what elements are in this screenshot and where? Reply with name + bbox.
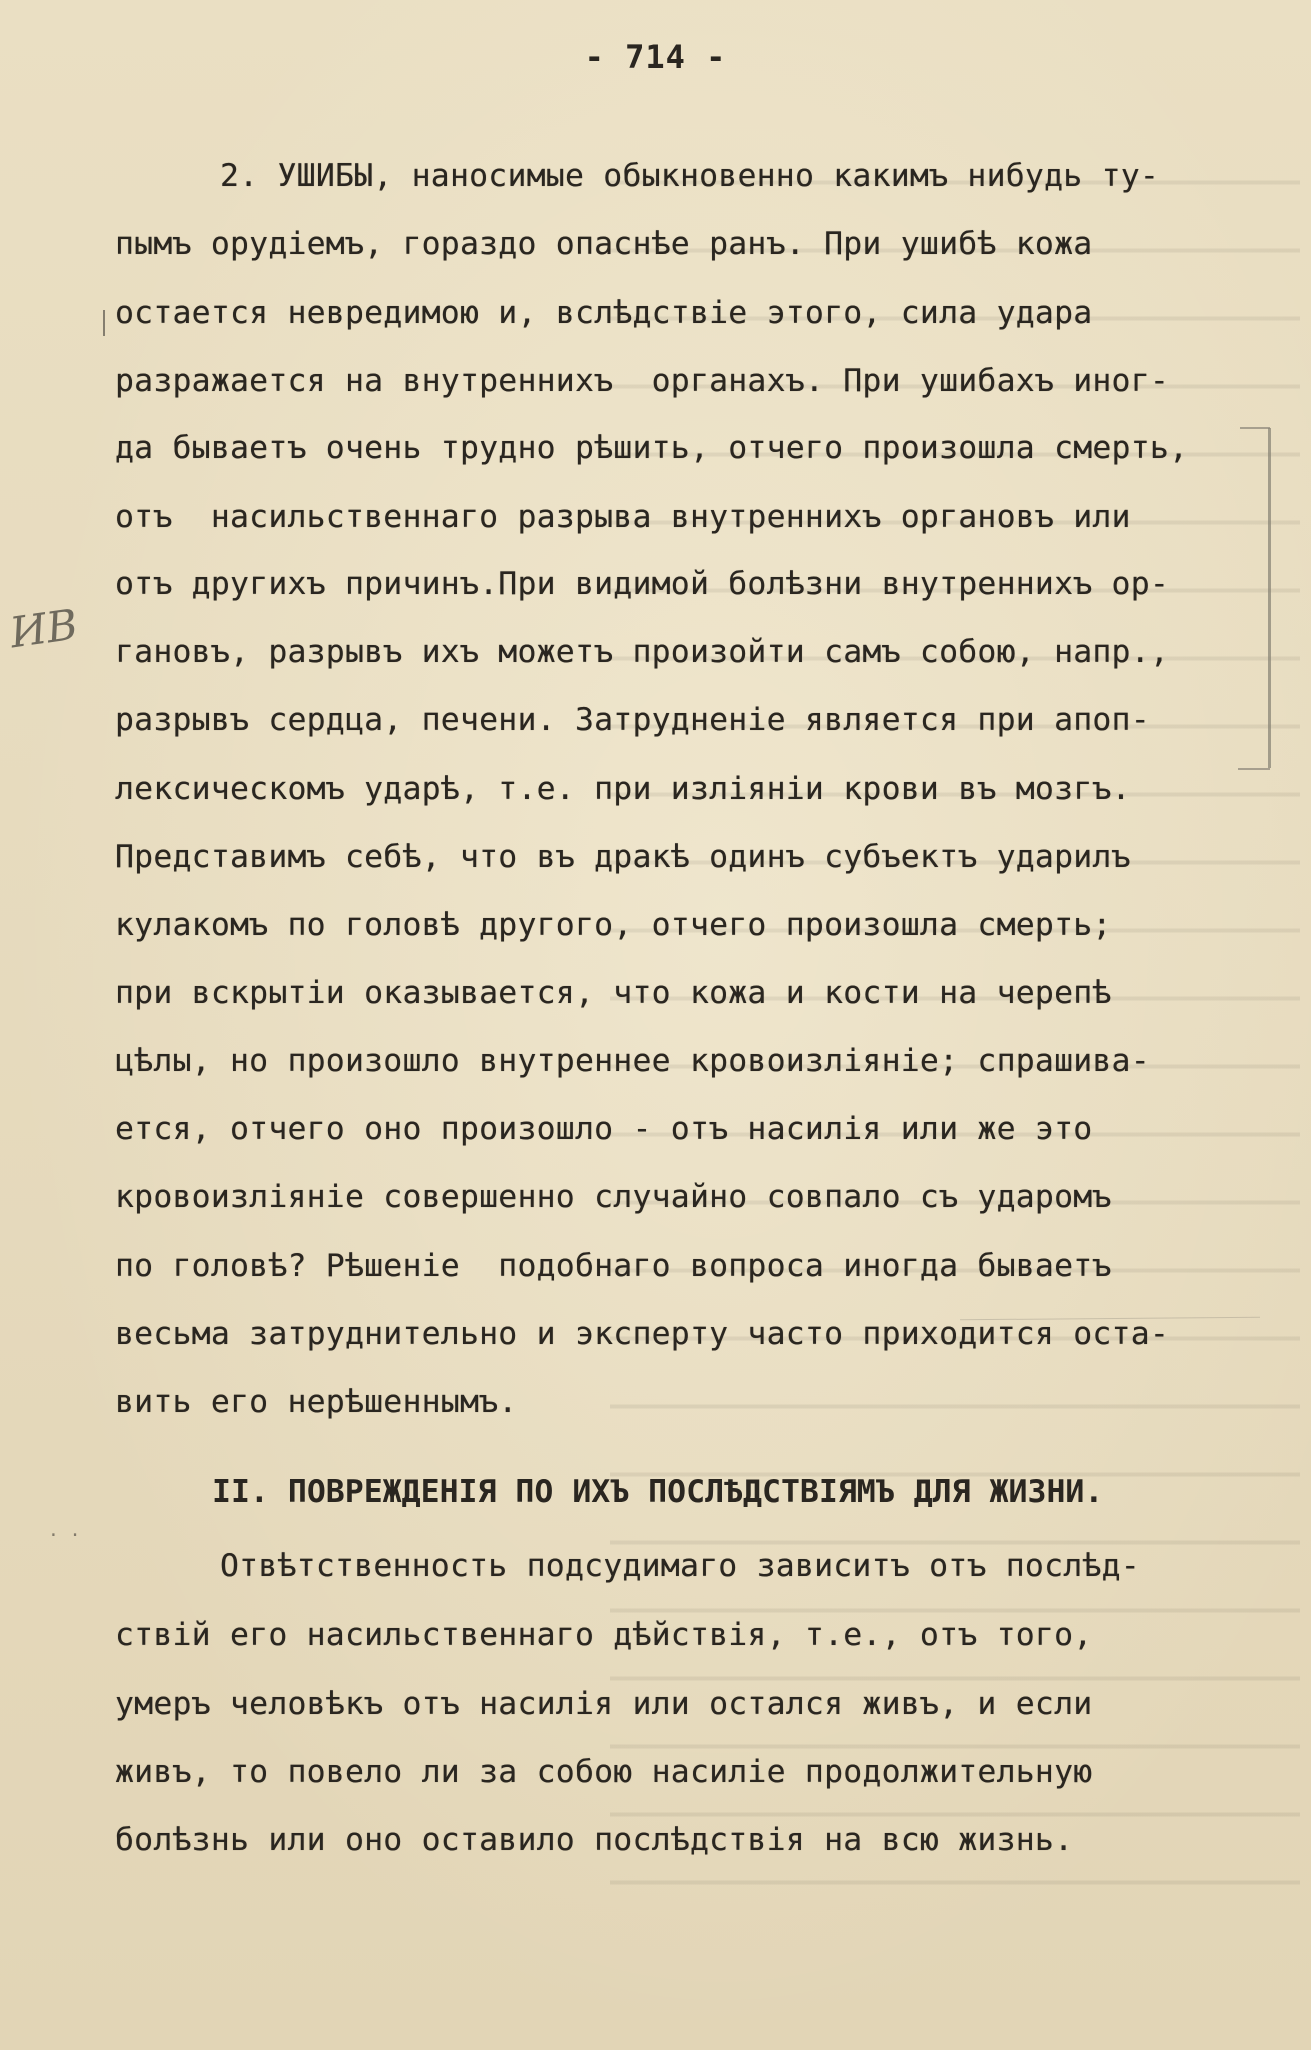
section-heading: II. ПОВРЕЖДЕНІЯ ПО ИХЪ ПОСЛѢДСТВІЯМЪ ДЛЯ ЖИЗНИ. (212, 1474, 1104, 1510)
text-line: кулакомъ по головѣ другого, отчего произошла смерть; (115, 907, 1112, 943)
text-line: разрывъ сердца, печени. Затрудненіе является при апоп- (115, 702, 1150, 738)
text-line: разражается на внутреннихъ органахъ. При ушибахъ иног- (115, 363, 1170, 399)
margin-bracket-bottom (1238, 768, 1270, 770)
handwritten-margin-note: ИВ (6, 599, 81, 658)
text-line: пымъ орудіемъ, гораздо опаснѣе ранъ. При ушибѣ кожа (115, 226, 1093, 262)
text-line: 2. УШИБЫ, наносимые обыкновенно какимъ нибудь ту- (220, 158, 1160, 194)
text-line: лексическомъ ударѣ, т.е. при изліяніи крови въ мозгъ. (115, 771, 1131, 807)
text-line: да бываетъ очень трудно рѣшить, отчего произошла смерть, (115, 430, 1189, 466)
text-line: ствій его насильственнаго дѣйствія, т.е., отъ того, (115, 1617, 1093, 1653)
text-line: ется, отчего оно произошло - отъ насилія или же это (115, 1111, 1093, 1147)
margin-tick-mark (103, 310, 105, 336)
text-line: умеръ человѣкъ отъ насилія или остался живъ, и если (115, 1686, 1093, 1722)
text-line: Представимъ себѣ, что въ дракѣ одинъ субъектъ ударилъ (115, 839, 1131, 875)
margin-bracket (1268, 428, 1271, 768)
text-line: при вскрытіи оказывается, что кожа и кости на черепѣ (115, 975, 1112, 1011)
page-number: - 714 - (584, 38, 727, 76)
text-line: остается невредимою и, вслѣдствіе этого, сила удара (115, 295, 1093, 331)
text-line: живъ, то повело ли за собою насиліе продолжительную (115, 1754, 1093, 1790)
margin-bracket-top (1240, 427, 1270, 429)
text-line: по головѣ? Рѣшеніе подобнаго вопроса иногда бываетъ (115, 1248, 1112, 1284)
text-line: отъ другихъ причинъ.При видимой болѣзни внутреннихъ ор- (115, 566, 1170, 602)
text-line: цѣлы, но произошло внутреннее кровоизліяніе; спрашива- (115, 1043, 1150, 1079)
text-line: гановъ, разрывъ ихъ можетъ произойти самъ собою, напр., (115, 634, 1170, 670)
text-line: кровоизліяніе совершенно случайно совпало съ ударомъ (115, 1179, 1112, 1215)
text-line: отъ насильственнаго разрыва внутреннихъ органовъ или (115, 499, 1131, 535)
text-line: Отвѣтственность подсудимаго зависитъ отъ послѣд- (220, 1548, 1140, 1584)
text-line: болѣзнь или оно оставило послѣдствія на всю жизнь. (115, 1822, 1074, 1858)
text-line: вить его нерѣшеннымъ. (115, 1384, 518, 1420)
margin-dots: · · (48, 1525, 81, 1546)
text-line: весьма затруднительно и эксперту часто приходится оста- (115, 1316, 1170, 1352)
